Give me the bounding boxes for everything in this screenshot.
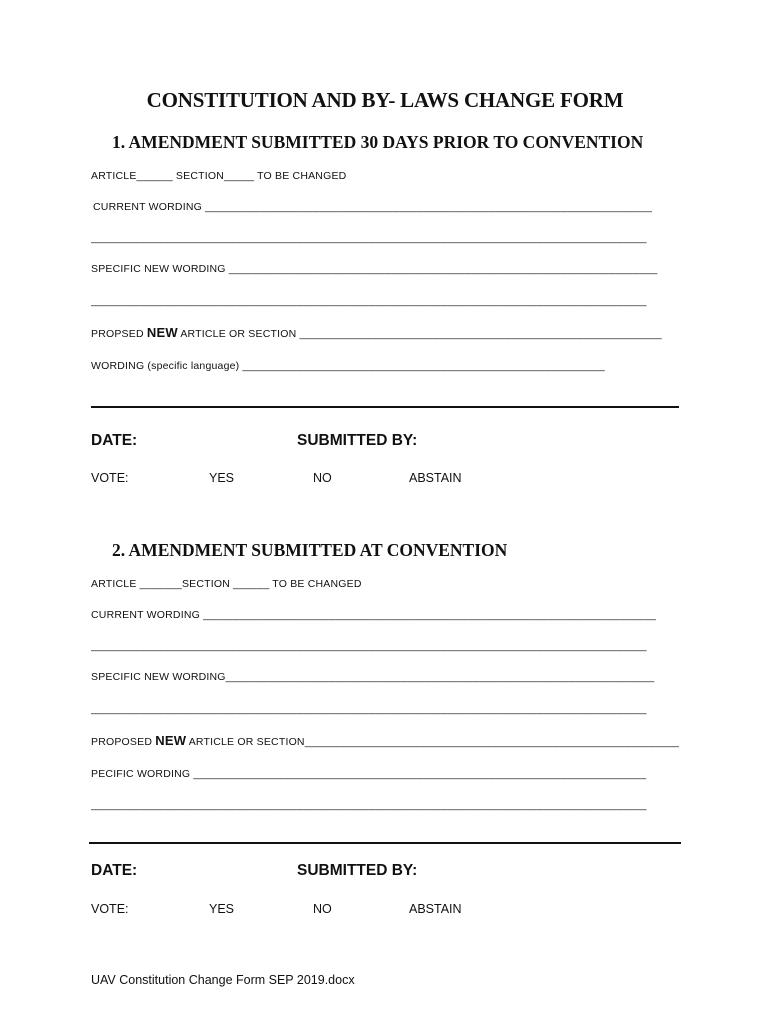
section1-abstain-label: ABSTAIN <box>409 471 462 485</box>
section2-blank-line: ____________________________________________________________________________________________ <box>91 640 647 652</box>
section1-heading: 1. AMENDMENT SUBMITTED 30 DAYS PRIOR TO CONVENTION <box>112 132 644 152</box>
section1-blank-line: ____________________________________________________________________________________________ <box>91 232 647 244</box>
section2-date-label: DATE: <box>91 862 138 879</box>
section1-blank-line-2: ____________________________________________________________________________________________ <box>91 295 647 307</box>
section2-blank-line-3: ____________________________________________________________________________________________ <box>91 799 647 811</box>
section1-submitted-by-label: SUBMITTED BY: <box>297 432 418 449</box>
section2-divider <box>89 842 681 844</box>
section2-vote-label: VOTE: <box>91 902 129 916</box>
section1-no-label: NO <box>313 471 332 485</box>
section2-article-line: ARTICLE _______SECTION ______ TO BE CHANGED <box>91 578 362 590</box>
section2-wording-line: PECIFIC WORDING ___________________________________________________________________________ <box>91 768 647 780</box>
section1-current-wording-line: CURRENT WORDING __________________________________________________________________________ <box>93 201 653 213</box>
document-footer: UAV Constitution Change Form SEP 2019.docx <box>91 973 355 987</box>
section2-heading: 2. AMENDMENT SUBMITTED AT CONVENTION <box>112 540 508 560</box>
proposed-suffix: ARTICLE OR SECTION______________________________________________________________ <box>186 736 679 748</box>
section1-divider <box>91 406 679 408</box>
form-title: CONSTITUTION AND BY- LAWS CHANGE FORM <box>146 88 624 112</box>
proposed-prefix: PROPSED <box>91 328 147 340</box>
section1-yes-label: YES <box>209 471 235 485</box>
section2-blank-line-2: ____________________________________________________________________________________________ <box>91 703 647 715</box>
section2-submitted-by-label: SUBMITTED BY: <box>297 862 418 879</box>
section1-article-line: ARTICLE______ SECTION_____ TO BE CHANGED <box>91 170 347 182</box>
section2-yes-label: YES <box>209 902 235 916</box>
proposed-new-emphasis: NEW <box>146 325 178 340</box>
section2-specific-wording-line: SPECIFIC NEW WORDING_______________________________________________________________________ <box>91 671 655 683</box>
section2-no-label: NO <box>313 902 332 916</box>
section2-proposed-line <box>91 733 679 748</box>
proposed-new-emphasis: NEW <box>155 733 187 748</box>
section1-proposed-line <box>91 325 668 340</box>
section2-abstain-label: ABSTAIN <box>409 902 462 916</box>
section1-specific-wording-line: SPECIFIC NEW WORDING _______________________________________________________________________ <box>91 263 658 275</box>
section1-vote-label: VOTE: <box>91 471 129 485</box>
proposed-suffix: ARTICLE OR SECTION ____________________________________________________________ <box>177 328 662 340</box>
section1-date-label: DATE: <box>91 432 138 449</box>
section1-wording-line: WORDING (specific language) ____________________________________________________________ <box>91 360 605 372</box>
section2-current-wording-line: CURRENT WORDING ___________________________________________________________________________ <box>91 609 657 621</box>
proposed-prefix: PROPOSED <box>91 736 156 748</box>
